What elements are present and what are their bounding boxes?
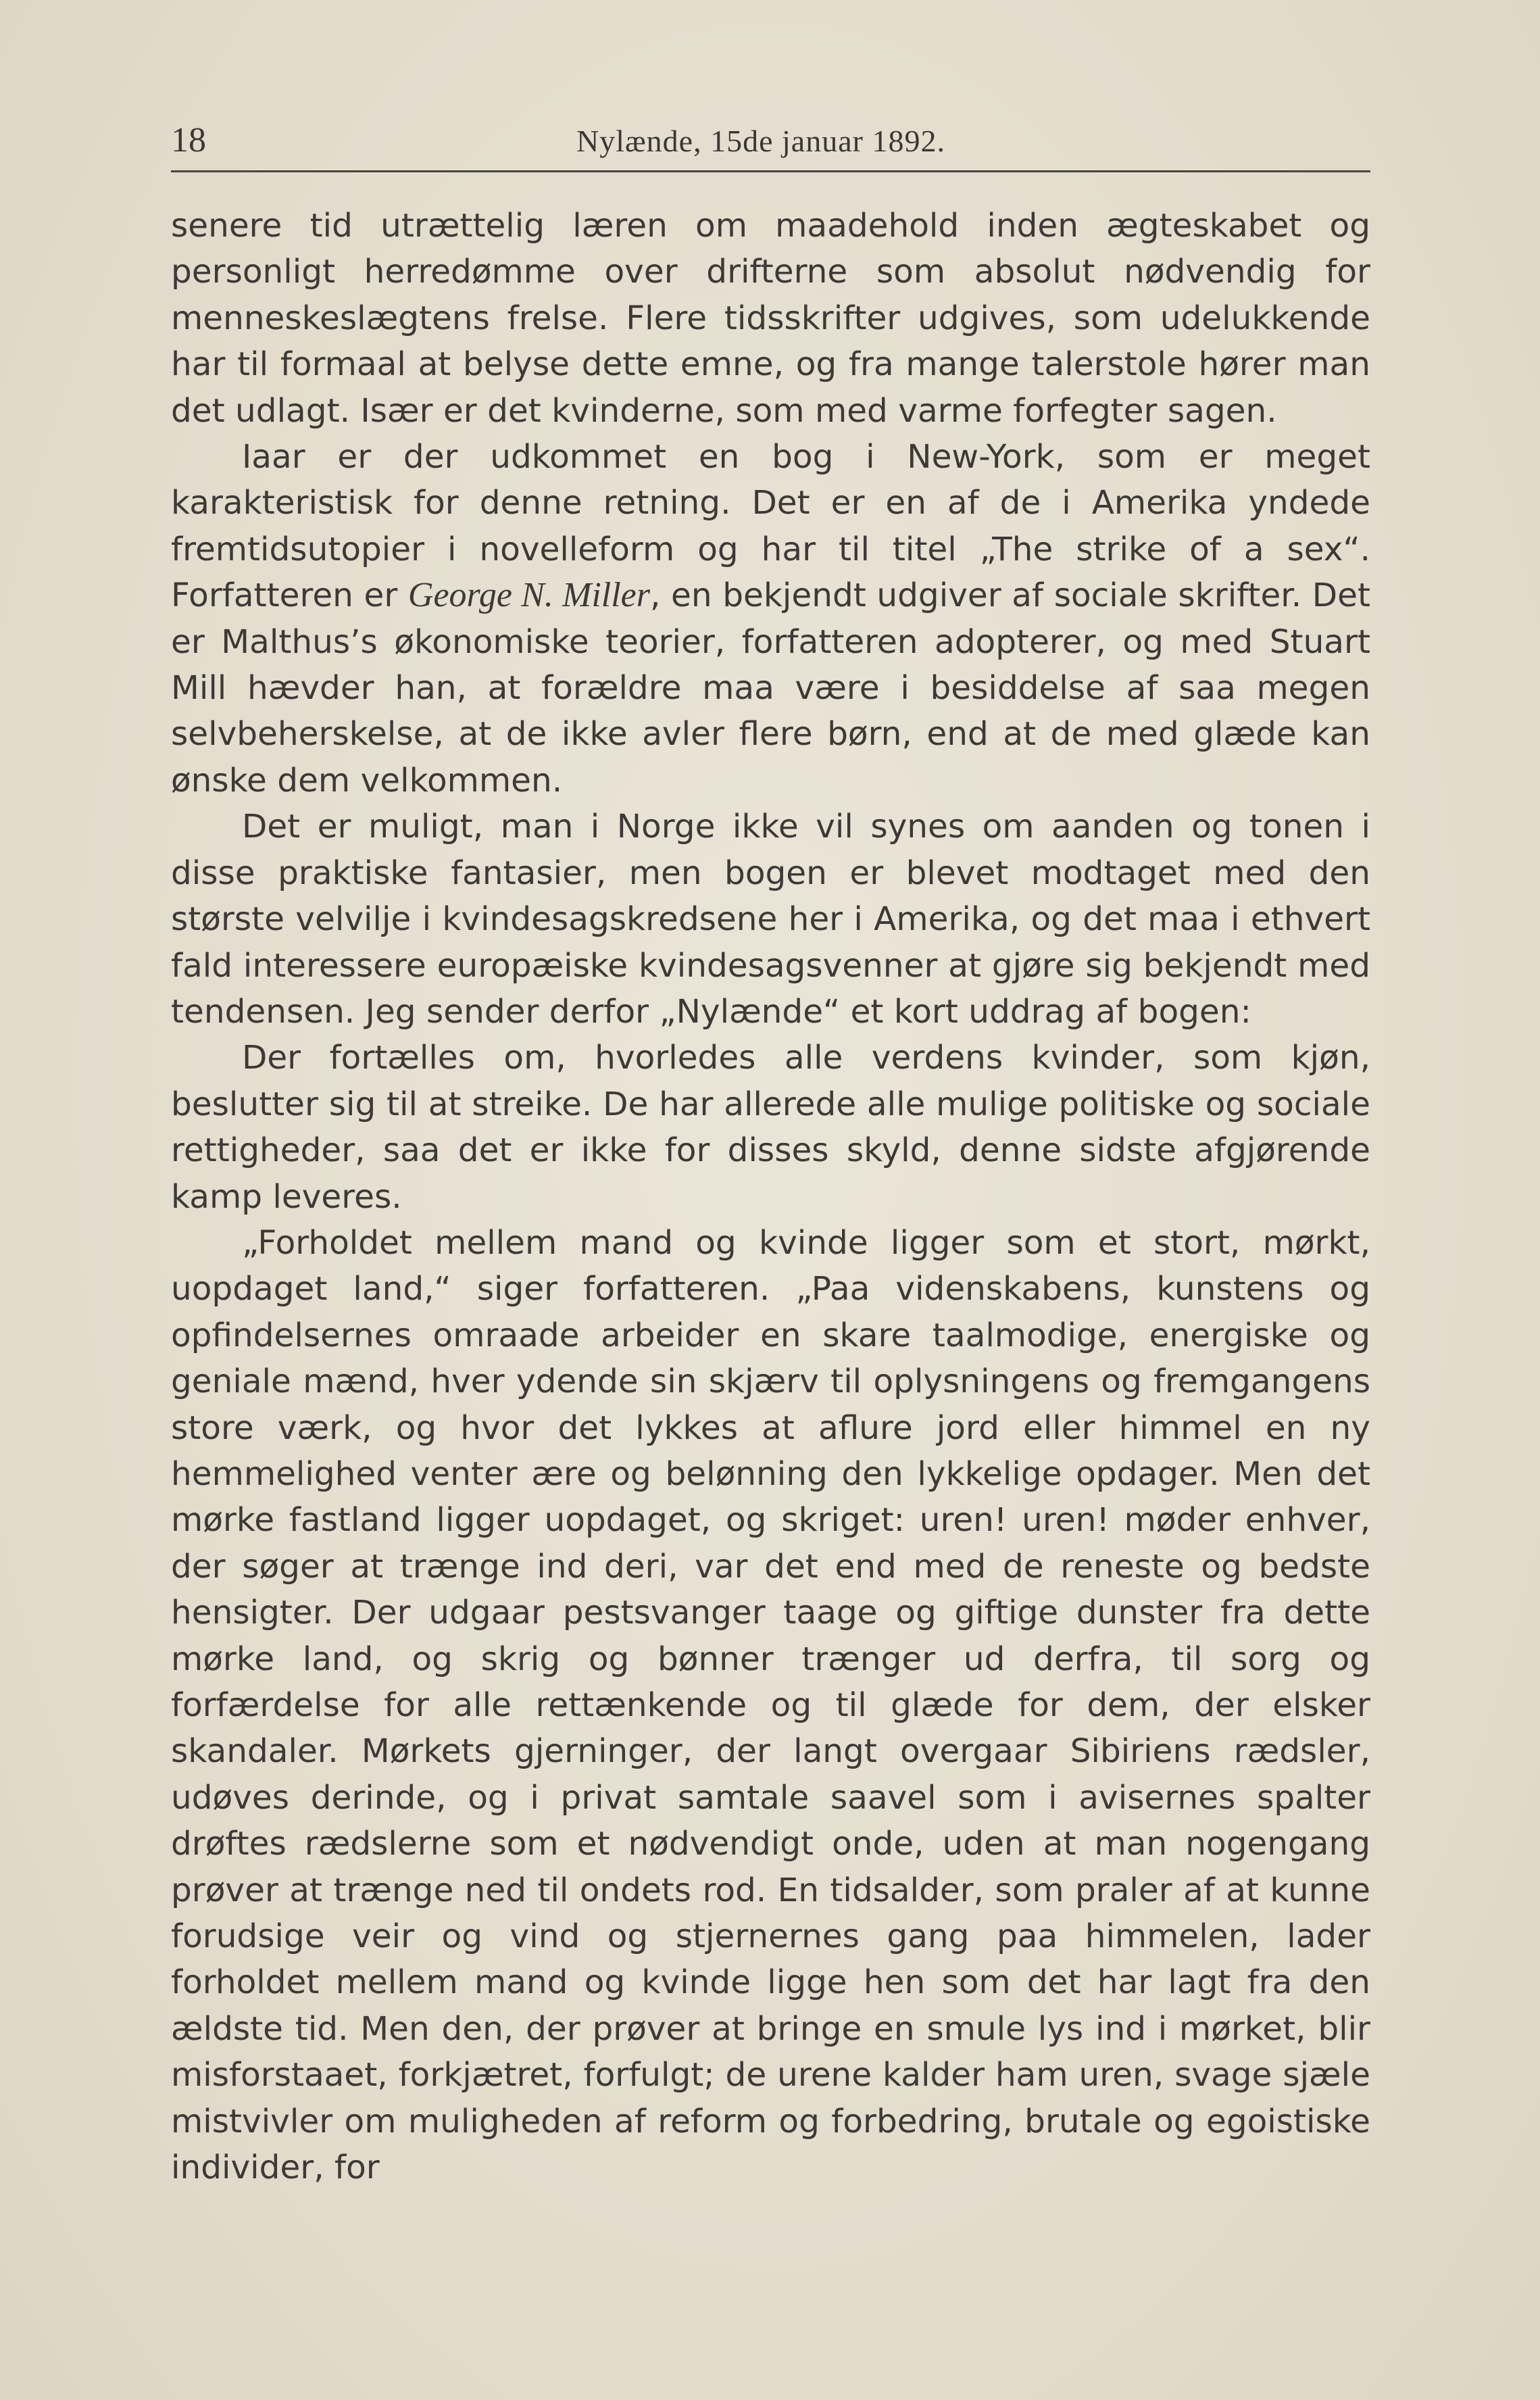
header-rule: [171, 170, 1370, 172]
paragraph-5: „Forholdet mellem mand og kvinde ligger som et stort, mørkt, uopdaget land,“ siger forfatteren. „Paa videnskabens, kunstens og opfindelsernes omraade arbeider en skare taalmodige, energiske og geniale mænd, hver ydende sin skjærv til oplysningens og fremgangens store værk, og hvor det lykkes at aflure jord eller himmel en ny hemmelighed venter ære og belønning den lykkelige opdager. Men det mørke fastland ligger uopdaget, og skriget: uren! uren! møder enhver, der søger at trænge ind deri, var det end med de reneste og bedste hensigter. Der udgaar pestsvanger taage og giftige dunster fra dette mørke land, og skrig og bønner trænger ud derfra, til sorg og forfærdelse for alle rettænkende og til glæde for dem, der elsker skandaler. Mørkets gjerninger, der langt overgaar Sibiriens rædsler, udøves derinde, og i privat samtale saavel som i avisernes spalter drøftes rædslerne som et nødvendigt onde, uden at man nogengang prøver at trænge ned til ondets rod. En tidsalder, som praler af at kunne forudsige veir og vind og stjernernes gang paa himmelen, lader forholdet mellem mand og kvinde ligge hen som det har lagt fra den ældste tid. Men den, der prøver at bringe en smule lys ind i mørket, blir misforstaaet, forkjætret, forfulgt; de urene kalder ham uren, svage sjæle mistvivler om muligheden af reform og forbedring, brutale og egoistiske individer, for: [171, 1223, 1370, 2187]
page-header: [171, 115, 1370, 169]
paragraph-3: Det er muligt, man i Norge ikke vil synes om aanden og tonen i disse praktiske fantasier, men bogen er blevet modtaget med den største velvilje i kvindesagskredsene her i Amerika, og det maa i ethvert fald interessere europæiske kvindesagsvenner at gjøre sig bekjendt med tendensen. Jeg sender derfor „Nylænde“ et kort uddrag af bogen:: [171, 808, 1370, 1031]
paragraph-2-text-after: , en bekjendt udgiver af sociale skrifter. Det er Malthus’s økonomiske teorier, forfatteren adopterer, og med Stuart Mill hævder han, at forældre maa være i besiddelse af saa megen selvbeherskelse, at de ikke avler flere børn, end at de med glæde kan ønske dem velkommen.: [171, 577, 1371, 800]
paragraph-2: [171, 434, 1370, 804]
author-name: George N. Miller: [407, 576, 650, 615]
paragraph-2-text-before: Iaar er der udkommet en bog i New-York, som er meget karakteristisk for denne retning. Det er en af de i Amerika yndede fremtidsutopier i novelleform og har til titel „The strike of a sex“. Forfatteren er: [171, 438, 1370, 615]
paragraph-4: Der fortælles om, hvorledes alle verdens kvinder, som kjøn, beslutter sig til at streike. De har allerede alle mulige politiske og sociale rettigheder, saa det er ikke for disses skyld, denne sidste afgjørende kamp leveres.: [171, 1039, 1370, 1216]
page-number: 18: [171, 121, 206, 160]
running-title: Nylænde, 15de januar 1892.: [576, 124, 945, 158]
paragraph-1: senere tid utrættelig læren om maadehold inden ægteskabet og personligt herredømme over drifterne som absolut nødvendig for menneskeslægtens frelse. Flere tidsskrifter udgives, som udelukkende har til formaal at belyse dette emne, og fra mange talerstole hører man det udlagt. Især er det kvinderne, som med varme forfegter sagen.: [171, 207, 1370, 430]
article-body: [171, 203, 1370, 2190]
